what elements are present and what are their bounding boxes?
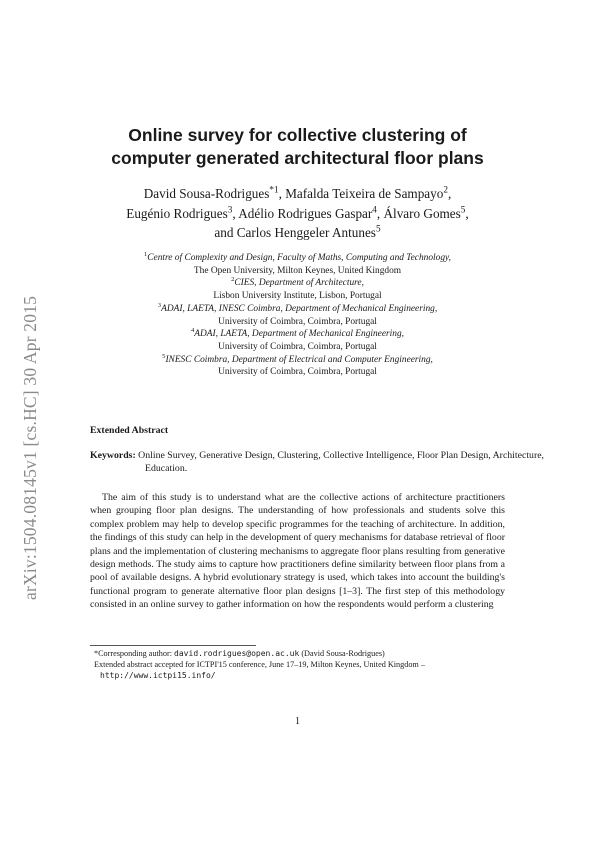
affiliation-5 — [70, 354, 525, 379]
keywords-text: Online Survey, Generative Design, Clustering, Collective Intelligence, Floor Plan Design, Architecture, Education. — [138, 450, 545, 474]
author-line-1 — [70, 184, 525, 204]
author-separator: , — [278, 186, 286, 201]
author-name: Mafalda Teixeira de Sampayo — [285, 186, 444, 201]
page-number: 1 — [295, 716, 300, 727]
affiliation-line: University of Coimbra, Coimbra, Portugal — [218, 316, 377, 327]
corresponding-author-footnote — [90, 648, 510, 659]
paper-title — [70, 124, 525, 170]
title-line-1: Online survey for collective clustering of — [128, 125, 467, 145]
author-line-3 — [70, 223, 525, 243]
keywords-block — [90, 450, 560, 476]
affiliation-line: INESC Coimbra, Department of Electrical and Computer Engineering, — [165, 354, 433, 365]
author-name: Eugénio Rodrigues — [126, 205, 228, 221]
affiliation-sup: 2 — [231, 276, 235, 284]
author-name: Adélio Rodrigues Gaspar — [238, 205, 373, 221]
conference-footnote — [90, 659, 510, 681]
affiliation-sup: 5 — [162, 352, 166, 360]
affiliation-sup: 4 — [191, 327, 195, 335]
author-separator: , — [447, 186, 452, 201]
abstract-paragraph: The aim of this study is to understand what are the collective actions of architecture practitioners when grouping floor plan designs. The understanding of how professionals and students solve this complex problem may help to develop specific programmes for the teaching of architecture. In addition, the findings of this study can help in the development of query mechanisms for database retrieval of floor plans and the implementation of clustering mechanisms to aggregate floor plans resulting from generative design methods. The study aims to capture how practitioners define similarity between floor plans from a pool of available designs. A hybrid evolutionary strategy is used, which takes into account the building's functional program to generate alternative floor plan designs [1–3]. The first step of this methodology consisted in an online survey to gather information on how the respondents would perform a clustering — [90, 492, 505, 611]
author-name: David Sousa-Rodrigues — [143, 186, 270, 201]
footnotes — [90, 648, 510, 682]
affiliation-line: The Open University, Milton Keynes, United Kingdom — [193, 265, 402, 276]
keywords-label: Keywords: — [90, 450, 136, 461]
author-sup: 4 — [372, 204, 377, 215]
footnote-rule — [90, 645, 256, 646]
affiliation-line: CIES, Department of Architecture, — [234, 278, 364, 289]
affiliation-line: University of Coimbra, Coimbra, Portugal — [218, 341, 377, 352]
title-line-2: computer generated architectural floor plans — [111, 148, 484, 168]
author-sup: 3 — [227, 204, 233, 215]
affiliation-line: Lisbon University Institute, Lisbon, Portugal — [213, 291, 382, 302]
author-name: Álvaro Gomes — [383, 205, 461, 221]
affiliation-line: Centre of Complexity and Design, Faculty of Maths, Computing and Technology, — [147, 253, 451, 263]
author-line-2 — [70, 204, 525, 224]
author-sup: 5 — [460, 204, 466, 215]
affiliation-line: ADAI, LAETA, Department of Mechanical Engineering, — [194, 329, 404, 340]
author-sup: 5 — [375, 223, 381, 234]
author-sup: *1 — [269, 184, 279, 195]
author-list — [70, 184, 525, 243]
author-email-link[interactable]: david.rodrigues@open.ac.uk — [174, 649, 300, 658]
author-separator: , — [376, 205, 384, 221]
affiliation-list — [70, 252, 525, 379]
affiliation-line: University of Coimbra, Coimbra, Portugal — [218, 367, 377, 378]
affiliation-2 — [70, 277, 525, 302]
conference-url-link[interactable]: http://www.ictpi15.info/ — [100, 671, 216, 681]
author-separator: , — [465, 205, 469, 221]
author-sup: 2 — [443, 184, 448, 195]
footnote-prefix: *Corresponding author: — [94, 649, 175, 658]
affiliation-sup: 1 — [144, 250, 148, 258]
affiliation-sup: 3 — [157, 301, 162, 309]
footnote-suffix: (David Sousa-Rodrigues) — [299, 649, 385, 658]
affiliation-3 — [70, 303, 525, 328]
section-heading: Extended Abstract — [90, 425, 169, 436]
affiliation-4 — [70, 328, 525, 353]
affiliation-1 — [70, 252, 525, 277]
affiliation-line: ADAI, LAETA, INESC Coimbra, Department of Mechanical Engineering, — [161, 303, 438, 314]
conference-text: Extended abstract accepted for ICTPI'15 conference, June 17–19, Milton Keynes, United Kingdom – — [94, 660, 425, 670]
author-separator: , — [232, 205, 239, 221]
author-name: and Carlos Henggeler Antunes — [214, 225, 376, 240]
arxiv-identifier: arXiv:1504.08145v1 [cs.HC] 30 Apr 2015 — [20, 295, 40, 600]
